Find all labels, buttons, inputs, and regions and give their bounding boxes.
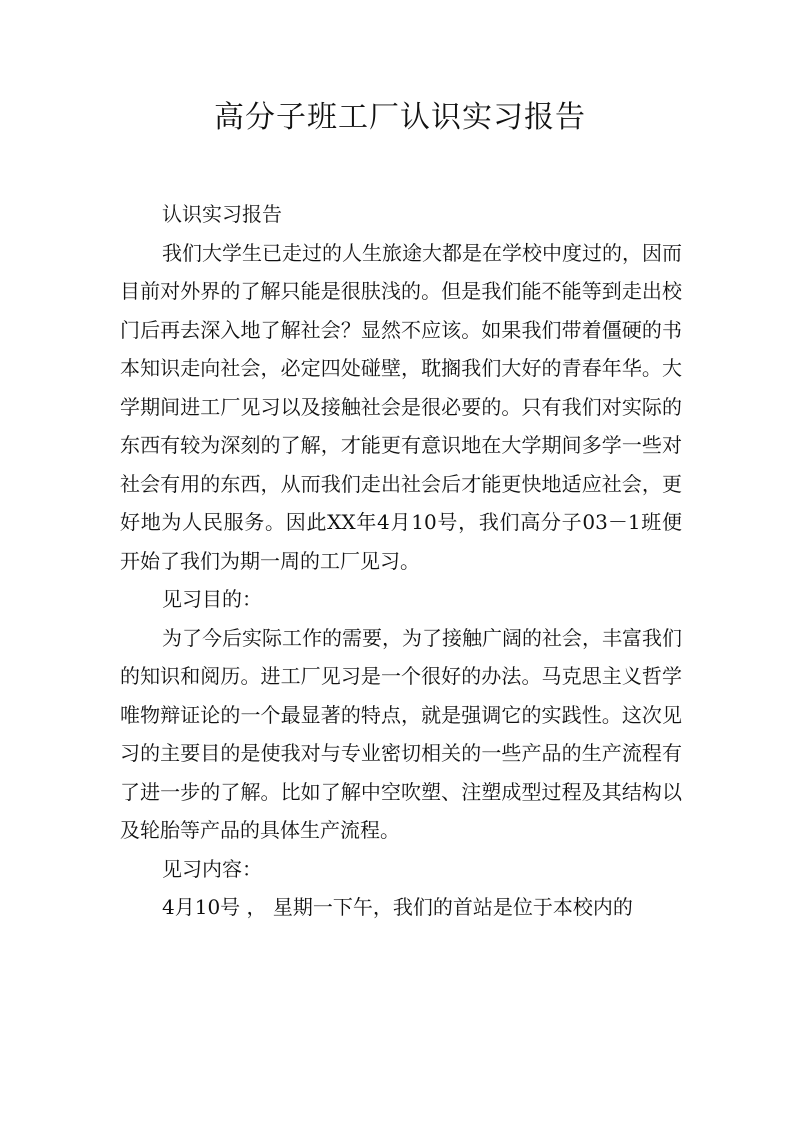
- paragraph-purpose: 为了今后实际工作的需要，为了接触广阔的社会，丰富我们的知识和阅历。进工厂见习是一个很好的办法。马克思主义哲学唯物辩证论的一个最显著的特点，就是强调它的实践性。这次见习的主要目的是使我对与专业密切相关的一些产品的生产流程有了进一步的了解。比如了解中空吹塑、注塑成型过程及其结构以及轮胎等产品的具体生产流程。: [120, 625, 682, 842]
- paragraph-introduction: 我们大学生已走过的人生旅途大都是在学校中度过的，因而目前对外界的了解只能是很肤浅的。但是我们能不能等到走出校门后再去深入地了解社会？显然不应该。如果我们带着僵硬的书本知识走向社会，必定四处碰壁，耽搁我们大好的青春年华。大学期间进工厂见习以及接触社会是很必要的。只有我们对实际的东西有较为深刻的了解，才能更有意识地在大学期间多学一些对社会有用的东西，从而我们走出社会后才能更快地适应社会，更好地为人民服务。因此XX年4月10号，我们高分子03－1班便开始了我们为期一周的工厂见习。: [120, 240, 682, 573]
- document-body: [120, 195, 682, 927]
- section-heading-report: 认识实习报告: [162, 202, 282, 226]
- section-heading-purpose: 见习目的：: [162, 587, 262, 611]
- section-heading-content: 见习内容：: [162, 856, 262, 881]
- paragraph-content: 4月10号 ， 星期一下午，我们的首站是位于本校内的: [162, 895, 633, 919]
- document-title: 高分子班工厂认识实习报告: [214, 100, 586, 135]
